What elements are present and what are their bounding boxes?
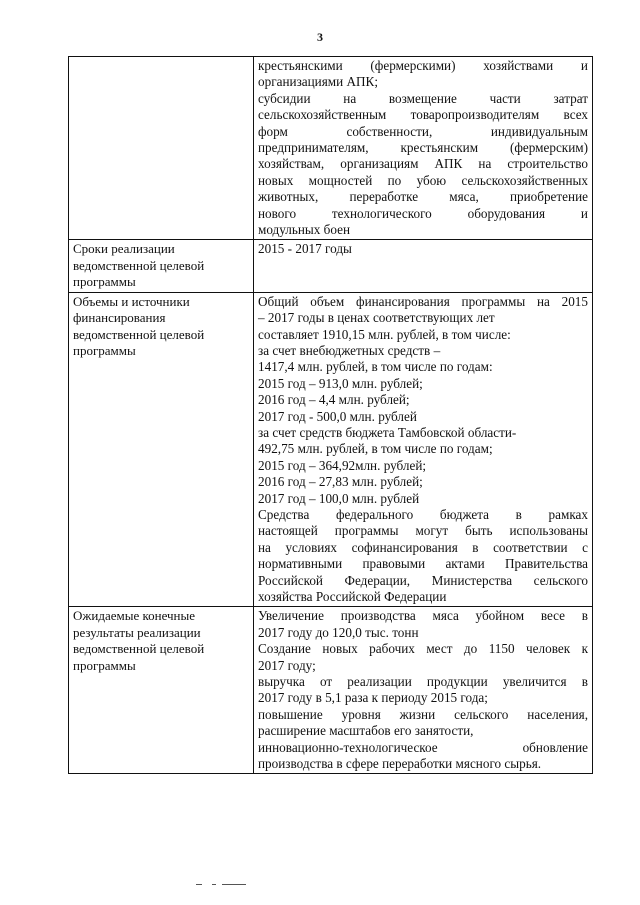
text-line: инновационно-технологическое обновление: [258, 739, 588, 755]
text-line: 2015 год – 364,92млн. рублей;: [258, 457, 427, 473]
text-line: 2015 год – 913,0 млн. рублей;: [258, 375, 423, 391]
text-line: Средства федерального бюджета в рамках: [258, 506, 588, 522]
text-line: за счет средств бюджета Тамбовской области-: [258, 424, 517, 440]
text-line: субсидии на возмещение части затрат: [258, 90, 588, 106]
table-row: [69, 57, 593, 240]
text-line: 2016 год – 4,4 млн. рублей;: [258, 392, 410, 408]
text-line: сельскохозяйственным товаропроизводителям всех: [258, 107, 588, 123]
row-label: Сроки реализации ведомственной целевой программы: [69, 240, 254, 292]
text-line: организациями АПК;: [258, 74, 379, 90]
text-line: 492,75 млн. рублей, в том числе по годам;: [258, 441, 493, 457]
text-line: – 2017 годы в ценах соответствующих лет: [258, 310, 495, 326]
text-line: 2015 - 2017 годы: [258, 241, 352, 257]
text-line: Общий объем финансирования программы на 2015: [258, 293, 588, 309]
text-line: повышение уровня жизни сельского населения,: [258, 706, 588, 722]
text-line: 1417,4 млн. рублей, в том числе по годам:: [258, 359, 493, 375]
text-line: 2017 году до 120,0 тыс. тонн: [258, 624, 419, 640]
text-line: предпринимателям, крестьянским (фермерским): [258, 140, 588, 156]
text-line: выручка от реализации продукции увеличится в: [258, 674, 588, 690]
text-line: нового технологического оборудования и: [258, 205, 588, 221]
text-line: модульных боен: [258, 222, 351, 238]
text-line: Создание новых рабочих мест до 1150 человек к: [258, 641, 588, 657]
text-line: составляет 1910,15 млн. рублей, в том числе:: [258, 326, 511, 342]
text-line: 2017 году;: [258, 657, 316, 673]
text-line: за счет внебюджетных средств –: [258, 342, 441, 358]
row-value: [254, 57, 593, 240]
table-row: [69, 607, 593, 774]
table-row: [69, 240, 593, 292]
text-line: настоящей программы могут быть использованы: [258, 523, 588, 539]
row-value: [254, 292, 593, 607]
text-line: 2016 год – 27,83 млн. рублей;: [258, 474, 423, 490]
text-line: 2017 году в 5,1 раза к периоду 2015 года;: [258, 690, 488, 706]
text-line: хозяйствам, организациям АПК на строительство: [258, 156, 588, 172]
text-line: 2017 год - 500,0 млн. рублей: [258, 408, 417, 424]
text-line: Увеличение производства мяса убойном весе в: [258, 608, 588, 624]
text-line: нормативными правовыми актами Правительства: [258, 556, 588, 572]
text-line: 2017 год – 100,0 млн. рублей: [258, 490, 420, 506]
text-line: новых мощностей по убою сельскохозяйственных: [258, 172, 588, 188]
text-line: на условиях софинансирования в соответствии с: [258, 539, 588, 555]
text-line: расширение масштабов его занятости,: [258, 723, 474, 739]
text-line: животных, переработке мяса, приобретение: [258, 189, 588, 205]
row-label: Объемы и источники финансирования ведомственной целевой программы: [69, 292, 254, 607]
page-number: 3: [317, 30, 323, 44]
program-passport-table: [68, 56, 593, 774]
text-line: хозяйства Российской Федерации: [258, 589, 447, 604]
row-value: [254, 240, 593, 292]
row-value: [254, 607, 593, 774]
row-label: [69, 57, 254, 240]
row-label: Ожидаемые конечные результаты реализации ведомственной целевой программы: [69, 607, 254, 774]
text-line: крестьянскими (фермерскими) хозяйствами и: [258, 58, 588, 73]
table-row: [69, 292, 593, 607]
text-line: производства в сфере переработки мясного сырья.: [258, 756, 542, 772]
text-line: форм собственности, индивидуальным: [258, 123, 588, 139]
text-line: Российской Федерации, Министерства сельского: [258, 572, 588, 588]
footer-scan-marks: [0, 884, 640, 888]
